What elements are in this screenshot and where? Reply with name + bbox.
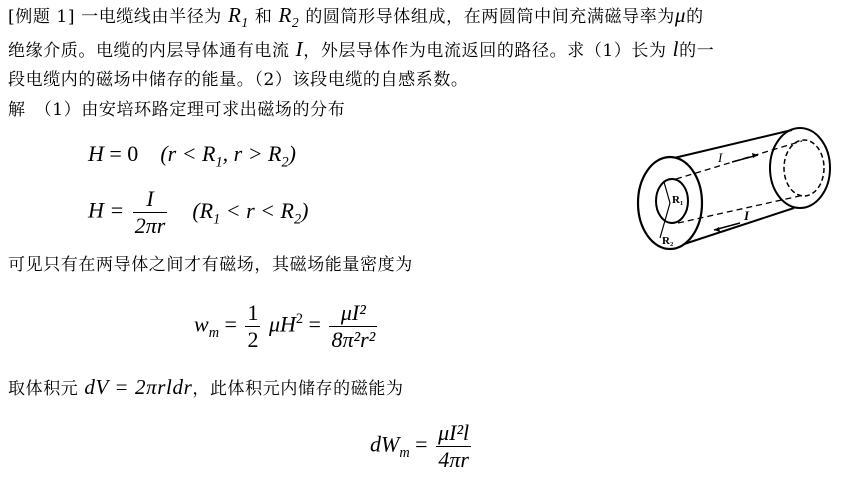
equation-h-field: H = $\frac{I}{2\pi r}$ $(R_1 < r < R_2)$ <box>88 186 309 238</box>
problem-text-4: 绝缘介质。电缆的内层导体通有电流 <box>8 41 290 61</box>
problem-line-2 <box>8 38 714 62</box>
text-volume-element: 取体积元 dV = 2πrldr，此体积元内储存的磁能为 <box>8 375 404 399</box>
fraction-one-half: $\frac{1}{2}$ <box>247 300 259 352</box>
label-current-top: I <box>718 150 723 165</box>
problem-text-1: 一电缆线由半径为 <box>81 7 222 27</box>
problem-and: 和 <box>254 7 273 27</box>
problem-text-2: 的圆筒形导体组成，在两圆筒中间充满磁导率为 <box>305 7 675 27</box>
label-current-bottom: I <box>744 208 750 223</box>
label-r2: R₂ <box>662 235 674 247</box>
symbol-length: l <box>672 37 680 61</box>
problem-line-1 <box>8 4 704 34</box>
text-energy-density: 可见只有在两导体之间才有磁场，其磁场能量密度为 <box>8 255 413 275</box>
problem-line-3: 段电缆内的磁场中储存的能量。（2）该段电缆的自感系数。 <box>8 70 469 90</box>
coaxial-cable-figure <box>632 120 847 260</box>
volume-expression: dV = 2πrldr <box>84 375 193 399</box>
equation-h-zero: H = 0 ($r < R_1$, $r > R_2$) <box>88 141 296 171</box>
symbol-mu: μ <box>674 3 687 27</box>
label-r1: R₁ <box>672 194 684 206</box>
problem-text-5: ，外层导体作为电流返回的路径。求（1）长为 <box>303 41 667 61</box>
fraction-dwm: $\frac{\text{μI²l}}{4\pi r}$ <box>438 420 470 472</box>
symbol-r2: $R_2$ <box>278 3 300 31</box>
symbol-r1: $R_1$ <box>227 3 249 31</box>
fraction-i-over-2pir: $\frac{I}{2\pi r}$ <box>134 186 166 238</box>
equation-energy-density: $w_m$ = $\frac{1}{2}$ $\mu H^2$ = $\frac{\text{μI²}}{\text{8π²r²}}$ <box>194 300 376 352</box>
problem-tag: [例题 1] <box>8 7 76 27</box>
equation-dwm: $dW_m$ = $\frac{\text{μI²l}}{4\pi r}$ <box>370 420 470 472</box>
fraction-mu-i2: $\frac{\text{μI²}}{\text{8π²r²}}$ <box>331 300 376 352</box>
solution-intro: 解 （1）由安培环路定理可求出磁场的分布 <box>8 100 346 120</box>
problem-text-6: 的一 <box>679 41 715 61</box>
symbol-current: I <box>295 37 304 61</box>
problem-text-3: 的 <box>686 7 704 27</box>
